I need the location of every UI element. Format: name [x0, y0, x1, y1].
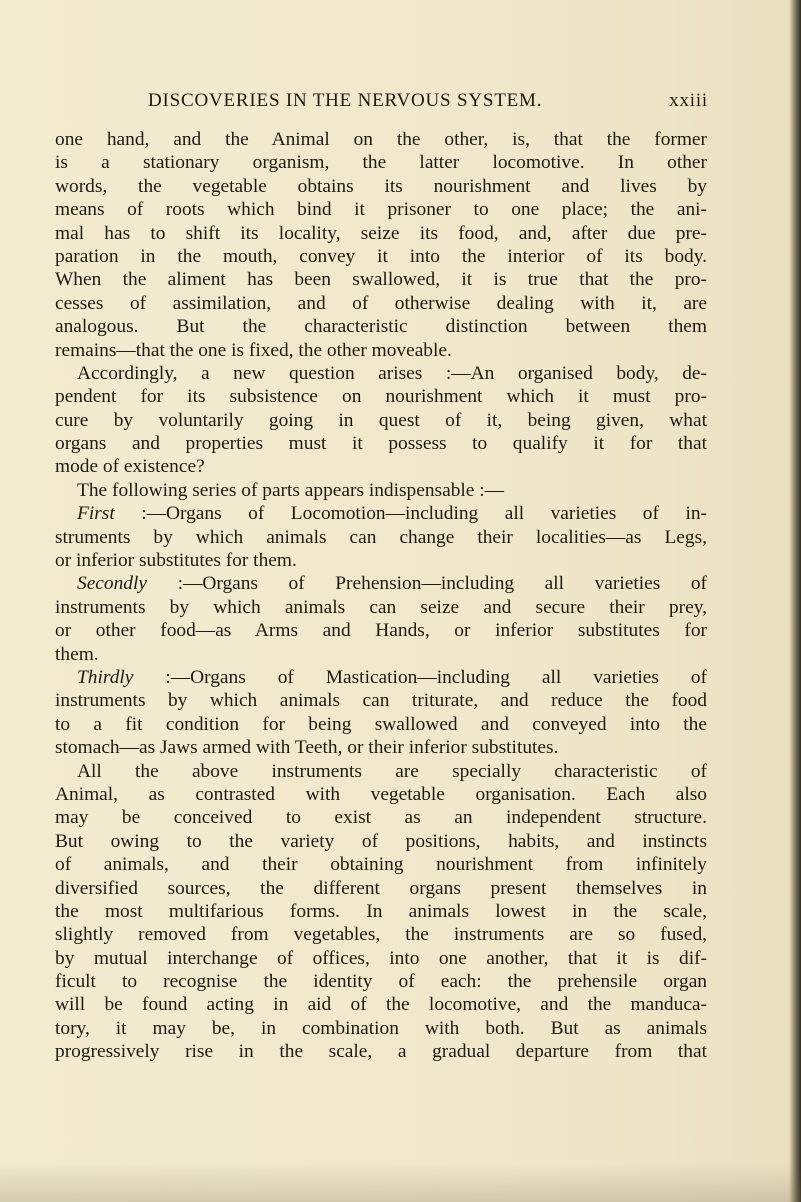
- text-line: Accordingly, a new question arises :—An organised body, de-: [77, 362, 707, 384]
- text-line: [55, 666, 707, 689]
- text-line: All the above instruments are specially characteristic of: [77, 760, 707, 782]
- text-line: is a stationary organism, the latter locomotive. In other: [55, 152, 707, 174]
- section-lead: First: [77, 503, 115, 525]
- text-line: progressively rise in the scale, a gradual departure from that: [55, 1041, 707, 1063]
- text-line: instruments by which animals can seize and secure their prey,: [55, 596, 707, 618]
- text-line: But owing to the variety of positions, habits, and instincts: [55, 830, 707, 852]
- page-bottom-shadow: [0, 1162, 801, 1202]
- text-line: by mutual interchange of offices, into one another, that it is dif-: [55, 947, 707, 969]
- text-line: mode of existence?: [55, 456, 205, 478]
- text-line: pendent for its subsistence on nourishment which it must pro-: [55, 386, 707, 408]
- section-lead: Thirdly: [77, 666, 134, 688]
- text-line: one hand, and the Animal on the other, is, that the former: [55, 129, 707, 150]
- text-line: struments by which animals can change their localities—as Legs,: [55, 526, 707, 548]
- text-line: [55, 572, 707, 595]
- section-text: :—Organs of Mastication—including all varieties of: [133, 666, 707, 688]
- text-line: The following series of parts appears indispensable :—: [77, 479, 505, 501]
- section-text: :—Organs of Locomotion—including all varieties of in-: [114, 503, 707, 525]
- text-line: will be found acting in aid of the locomotive, and the manduca-: [55, 994, 707, 1016]
- text-line: means of roots which bind it prisoner to one place; the ani-: [55, 199, 707, 221]
- text-line: words, the vegetable obtains its nourishment and lives by: [55, 175, 707, 197]
- text-line: stomach—as Jaws armed with Teeth, or their inferior substitutes.: [55, 737, 559, 759]
- text-line: of animals, and their obtaining nourishment from infinitely: [55, 854, 707, 876]
- section-text: :—Organs of Prehension—including all varieties of: [147, 573, 707, 595]
- text-line: or other food—as Arms and Hands, or inferior substitutes for: [55, 620, 707, 642]
- text-line: Animal, as contrasted with vegetable organisation. Each also: [55, 783, 707, 805]
- text-line: instruments by which animals can triturate, and reduce the food: [55, 690, 707, 712]
- text-line: ficult to recognise the identity of each: the prehensile organ: [55, 971, 707, 993]
- page-edge-shadow: [789, 0, 801, 1202]
- running-title: DISCOVERIES IN THE NERVOUS SYSTEM.: [148, 90, 543, 111]
- text-line: cesses of assimilation, and of otherwise dealing with it, are: [55, 292, 707, 314]
- body-text: [55, 128, 707, 1064]
- text-line: or inferior substitutes for them.: [55, 550, 297, 572]
- text-line: [55, 502, 707, 525]
- page-number: xxiii: [669, 90, 708, 111]
- running-header: [148, 90, 708, 112]
- text-line: cure by voluntarily going in quest of it, being given, what: [55, 409, 707, 431]
- text-line: When the aliment has been swallowed, it is true that the pro-: [55, 269, 707, 291]
- text-line: paration in the mouth, convey it into the interior of its body.: [55, 245, 707, 267]
- text-line: mal has to shift its locality, seize its food, and, after due pre-: [55, 222, 707, 244]
- text-line: the most multifarious forms. In animals lowest in the scale,: [55, 900, 707, 922]
- text-line: tory, it may be, in combination with both. But as animals: [55, 1017, 707, 1039]
- text-line: them.: [55, 643, 99, 665]
- text-line: may be conceived to exist as an independent structure.: [55, 807, 707, 829]
- text-line: remains—that the one is fixed, the other moveable.: [55, 339, 452, 361]
- section-lead: Secondly: [77, 573, 147, 595]
- text-line: analogous. But the characteristic distinction between them: [55, 316, 707, 338]
- text-line: diversified sources, the different organs present themselves in: [55, 877, 707, 899]
- text-line: organs and properties must it possess to qualify it for that: [55, 433, 707, 455]
- text-line: to a fit condition for being swallowed and conveyed into the: [55, 713, 707, 735]
- text-line: slightly removed from vegetables, the instruments are so fused,: [55, 924, 707, 946]
